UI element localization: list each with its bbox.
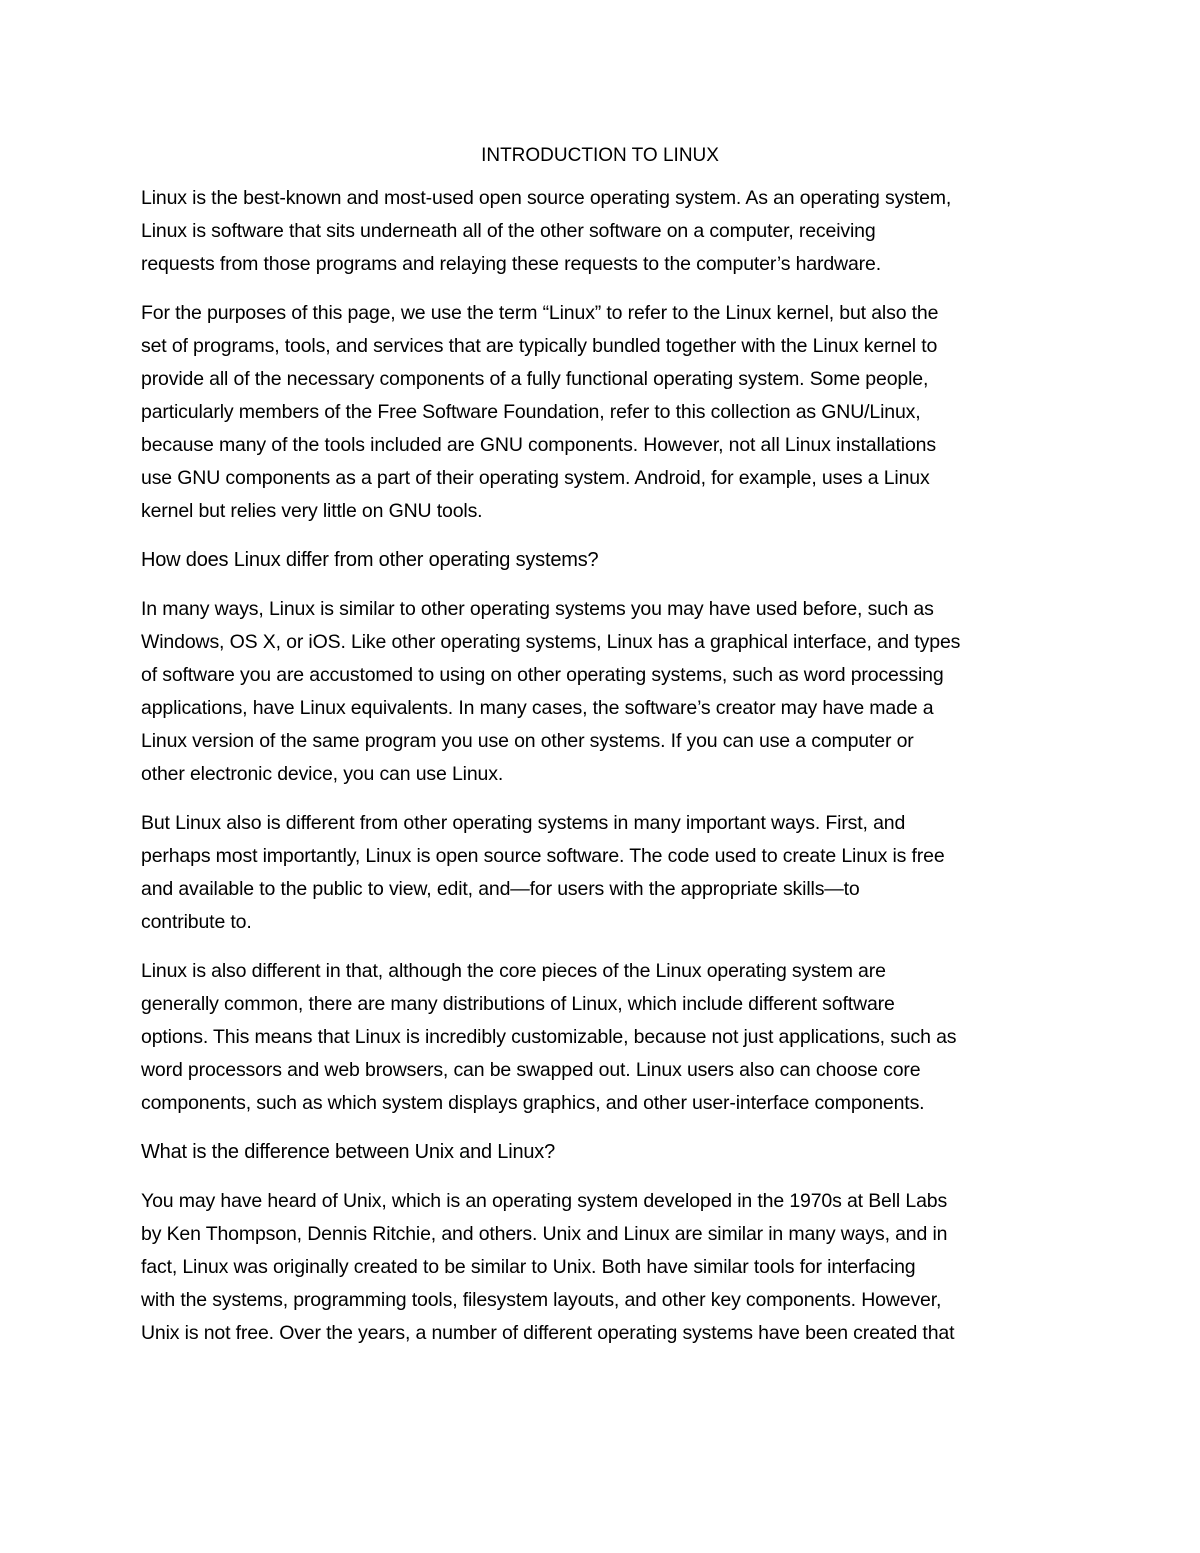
text-line: by Ken Thompson, Dennis Ritchie, and others. Unix and Linux are similar in many ways, and in (141, 1223, 948, 1245)
text-line: Windows, OS X, or iOS. Like other operating systems, Linux has a graphical interface, and types (141, 631, 961, 653)
text-line: kernel but relies very little on GNU tools. (141, 500, 483, 522)
text-line: word processors and web browsers, can be swapped out. Linux users also can choose core (141, 1059, 921, 1081)
page-title: INTRODUCTION TO LINUX (481, 145, 719, 166)
text-line: Unix is not free. Over the years, a number of different operating systems have been created that (141, 1322, 955, 1344)
text-line: options. This means that Linux is incredibly customizable, because not just applications, such as (141, 1026, 957, 1048)
text-line: Linux version of the same program you use on other systems. If you can use a computer or (141, 730, 914, 752)
text-line: perhaps most importantly, Linux is open source software. The code used to create Linux is free (141, 845, 945, 867)
text-line: fact, Linux was originally created to be similar to Unix. Both have similar tools for interfacing (141, 1256, 916, 1278)
text-line: contribute to. (141, 911, 252, 933)
text-line: generally common, there are many distributions of Linux, which include different software (141, 993, 895, 1015)
section-heading-unix-vs-linux: What is the difference between Unix and Linux? (141, 1141, 556, 1163)
text-line: Linux is software that sits underneath all of the other software on a computer, receiving (141, 220, 876, 242)
paragraph-similarities (141, 593, 1059, 791)
paragraph-distributions (141, 955, 1059, 1120)
text-line: other electronic device, you can use Linux. (141, 763, 504, 785)
paragraph-open-source (141, 807, 1059, 939)
text-line: because many of the tools included are GNU components. However, not all Linux installations (141, 434, 936, 456)
text-line: applications, have Linux equivalents. In many cases, the software’s creator may have made a (141, 697, 934, 719)
paragraph-unix-history (141, 1185, 1059, 1350)
text-line: use GNU components as a part of their operating system. Android, for example, uses a Linux (141, 467, 930, 489)
text-line: You may have heard of Unix, which is an operating system developed in the 1970s at Bell Labs (141, 1190, 948, 1212)
text-line: set of programs, tools, and services that are typically bundled together with the Linux kernel to (141, 335, 938, 357)
text-line: and available to the public to view, edit, and—for users with the appropriate skills—to (141, 878, 860, 900)
text-line: components, such as which system displays graphics, and other user-interface components. (141, 1092, 925, 1114)
text-line: But Linux also is different from other operating systems in many important ways. First, and (141, 812, 906, 834)
document-body (141, 140, 1059, 1366)
text-line: In many ways, Linux is similar to other operating systems you may have used before, such as (141, 598, 934, 620)
section-heading-differences: How does Linux differ from other operating systems? (141, 549, 599, 571)
text-line: with the systems, programming tools, filesystem layouts, and other key components. However, (141, 1289, 942, 1311)
text-line: requests from those programs and relaying these requests to the computer’s hardware. (141, 253, 881, 275)
text-line: Linux is the best-known and most-used open source operating system. As an operating system, (141, 187, 952, 209)
paragraph-intro (141, 182, 1059, 281)
text-line: of software you are accustomed to using on other operating systems, such as word processing (141, 664, 944, 686)
text-line: For the purposes of this page, we use the term “Linux” to refer to the Linux kernel, but also the (141, 302, 939, 324)
paragraph-definition (141, 297, 1059, 528)
text-line: provide all of the necessary components of a fully functional operating system. Some people, (141, 368, 929, 390)
text-line: Linux is also different in that, although the core pieces of the Linux operating system are (141, 960, 886, 982)
text-line: particularly members of the Free Software Foundation, refer to this collection as GNU/Linux, (141, 401, 921, 423)
